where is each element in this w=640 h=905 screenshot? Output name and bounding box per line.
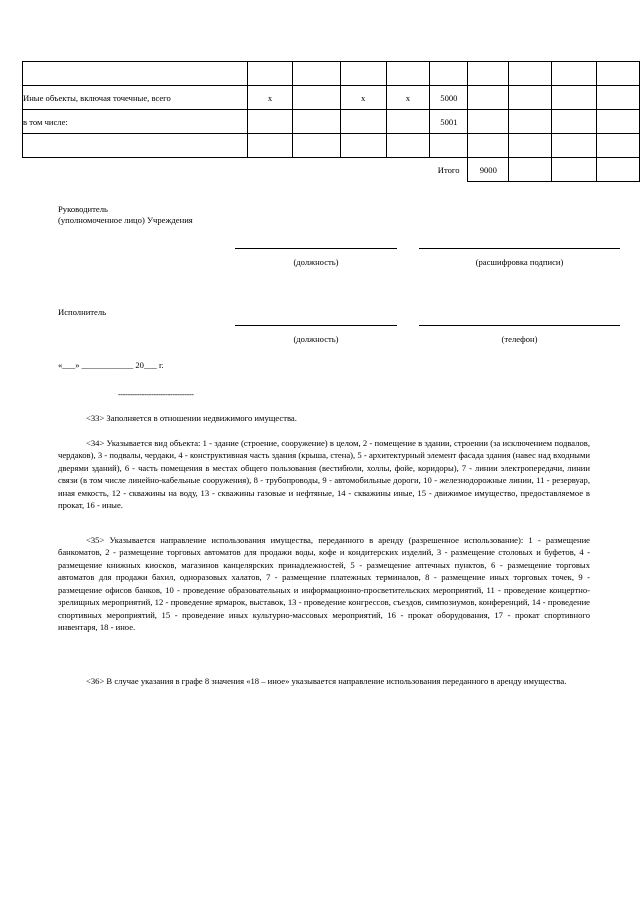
table-cell: x bbox=[340, 86, 386, 110]
row-name: в том числе: bbox=[23, 110, 248, 134]
table-cell: x bbox=[247, 86, 293, 110]
decoding-caption: (расшифровка подписи) bbox=[475, 257, 564, 267]
table-cell bbox=[340, 110, 386, 134]
table-row bbox=[23, 62, 640, 86]
table-cell bbox=[509, 62, 552, 86]
footnote-34: <34> Указывается вид объекта: 1 - здание (строение, сооружение) в целом, 2 - помещение в здании, строении (за исключением подвалов, чердаков), 3 - подвалы, чердаки, 4 - конструктивная часть здания (крыша, стена), 5 - архитектурный элемент фасада здания (навес над входными дверями зданий), 6 - часть помещения в местах общего пользования (вестибюли, холлы, фойе, коридоры), 7 - линии электропередачи, линии связи (в том числе линейно-кабельные сооружения), 8 - трубопроводы, 9 - автомобильные дороги, 10 - железнодорожные линии, 11 - резервуар, иная емкость, 12 - скважины на воду, 13 - скважины газовые и нефтяные, 14 - скважины иные, 15 - движимое имущество, предоставляемое в прокат, 16 - иные. bbox=[58, 438, 590, 511]
table-cell bbox=[468, 86, 509, 110]
table-cell bbox=[23, 134, 248, 158]
date-line: «___» ____________ 20___ г. bbox=[58, 360, 164, 370]
table-cell bbox=[468, 62, 509, 86]
table-cell bbox=[386, 62, 430, 86]
phone-line bbox=[419, 325, 620, 326]
row-code: 5001 bbox=[430, 110, 468, 134]
table-cell bbox=[551, 110, 596, 134]
table-cell bbox=[597, 134, 640, 158]
table-cell bbox=[551, 62, 596, 86]
table-cell bbox=[468, 134, 509, 158]
table-cell bbox=[509, 134, 552, 158]
footnote-36: <36> В случае указания в графе 8 значения «18 – иное» указывается направление использования переданного в аренду имущества. bbox=[86, 676, 567, 686]
table-cell bbox=[468, 110, 509, 134]
table-cell bbox=[430, 62, 468, 86]
table-cell bbox=[293, 134, 340, 158]
table-cell bbox=[23, 62, 248, 86]
total-code: 9000 bbox=[468, 158, 509, 182]
table-row bbox=[23, 110, 640, 134]
table-cell bbox=[430, 134, 468, 158]
table-cell bbox=[247, 134, 293, 158]
total-label: Итого bbox=[430, 158, 468, 182]
table-cell bbox=[509, 158, 552, 182]
position-caption: (должность) bbox=[293, 257, 339, 267]
table-cell bbox=[551, 86, 596, 110]
footnote-33: <33> Заполняется в отношении недвижимого имущества. bbox=[86, 413, 297, 423]
position-line bbox=[235, 248, 397, 249]
table-cell bbox=[509, 86, 552, 110]
head-label: Руководитель bbox=[58, 204, 108, 214]
executor-label: Исполнитель bbox=[58, 307, 107, 317]
table-row bbox=[23, 86, 640, 110]
table-cell bbox=[509, 110, 552, 134]
row-code: 5000 bbox=[430, 86, 468, 110]
property-table bbox=[22, 61, 640, 182]
table-cell bbox=[293, 110, 340, 134]
table-cell bbox=[597, 158, 640, 182]
table-cell bbox=[551, 134, 596, 158]
table-row bbox=[23, 134, 640, 158]
table-cell bbox=[597, 62, 640, 86]
table-cell bbox=[340, 134, 386, 158]
executor-position-line bbox=[235, 325, 397, 326]
table-cell bbox=[551, 158, 596, 182]
table-cell bbox=[247, 62, 293, 86]
decoding-line bbox=[419, 248, 620, 249]
table-cell bbox=[340, 62, 386, 86]
table-cell bbox=[386, 134, 430, 158]
head-label-sub: (уполномоченное лицо) Учреждения bbox=[58, 215, 193, 225]
table-cell bbox=[293, 62, 340, 86]
table-cell bbox=[293, 86, 340, 110]
executor-position-caption: (должность) bbox=[293, 334, 339, 344]
row-name: Иные объекты, включая точечные, всего bbox=[23, 86, 248, 110]
table-cell bbox=[247, 110, 293, 134]
footnote-separator: -------------------------------- bbox=[118, 390, 194, 399]
total-row bbox=[23, 158, 640, 182]
phone-caption: (телефон) bbox=[501, 334, 538, 344]
table-cell bbox=[597, 86, 640, 110]
footnote-35: <35> Указывается направление использования имущества, переданного в аренду (разрешенное использование): 1 - размещение банкоматов, 2 - размещение торговых автоматов для продажи воды, кофе и кондитерских изделий, 3 - размещение столовых и буфетов, 4 - размещение книжных киосков, магазинов канцелярских принадлежностей, 5 - размещение аптечных пунктов, 6 - размещение торговых автоматов для продажи бахил, одноразовых халатов, 7 - размещение платежных терминалов, 8 - размещение иных торговых точек, 9 - размещение офисов банков, 10 - проведение образовательных и информационно-просветительских мероприятий, 11 - проведение концертно-зрелищных мероприятий, 12 - проведение ярмарок, выставок, 13 - проведение конгрессов, съездов, симпозиумов, конференций, 14 - проведение спортивных мероприятий, 15 - проведение иных культурно-массовых мероприятий, 16 - прокат оборудования, 17 - прокат спортивного инвентаря, 18 - иное. bbox=[58, 535, 590, 633]
table-cell bbox=[386, 110, 430, 134]
table-cell bbox=[597, 110, 640, 134]
table-cell: x bbox=[386, 86, 430, 110]
